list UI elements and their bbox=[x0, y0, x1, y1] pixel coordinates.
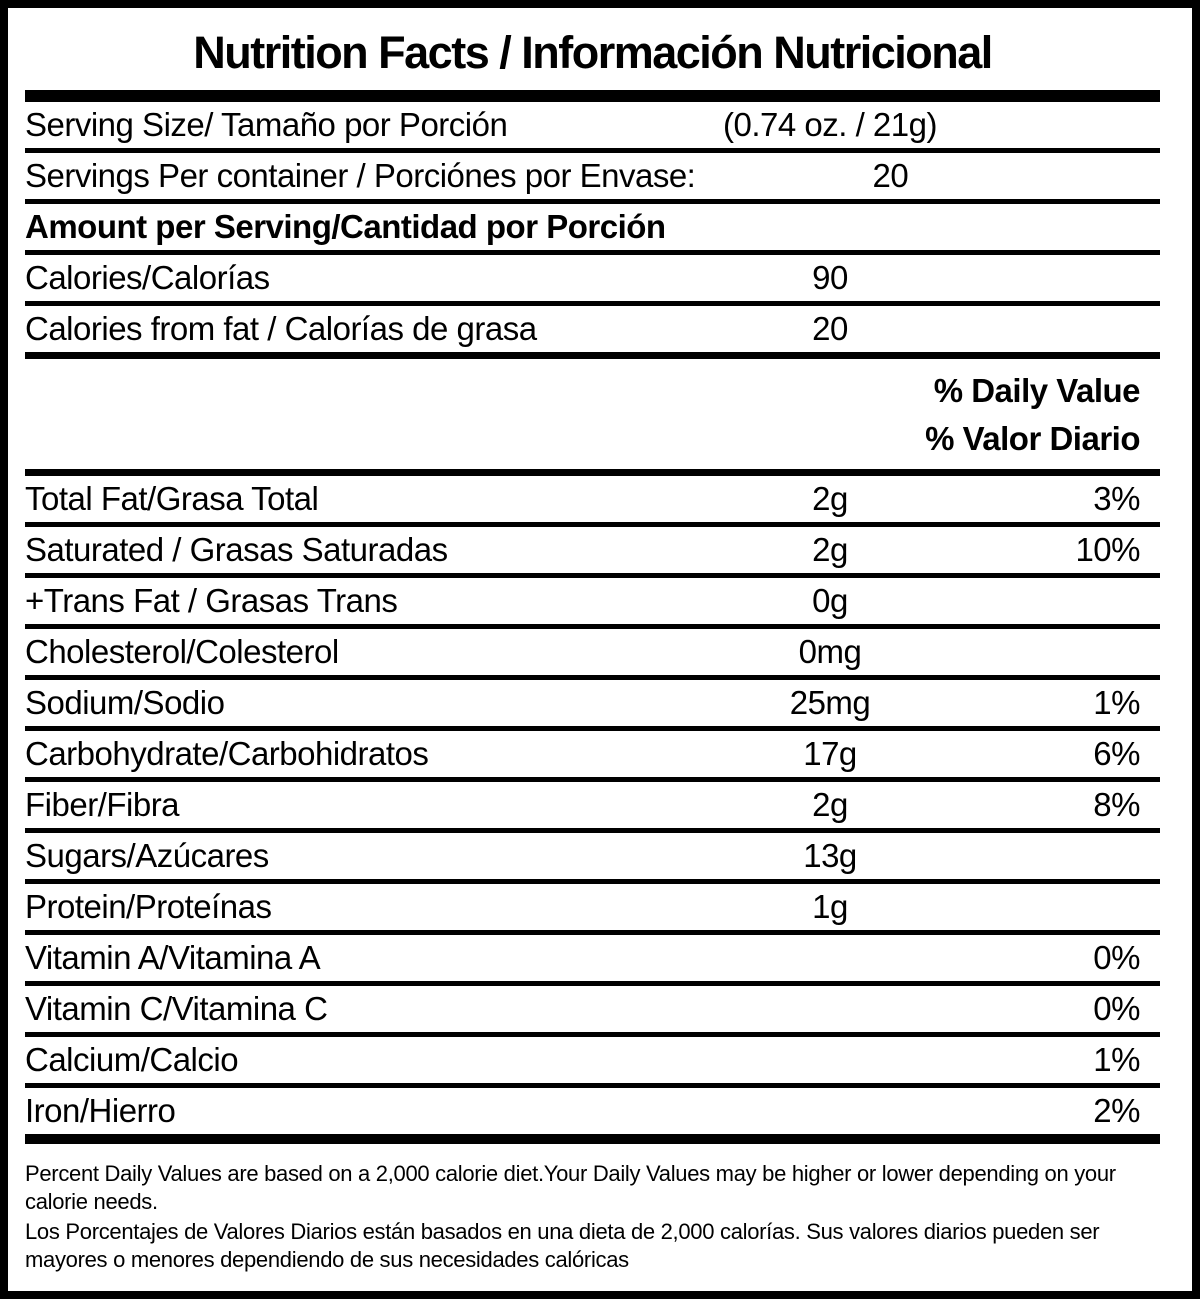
saturated-fat-label: Saturated / Grasas Saturadas bbox=[25, 531, 448, 568]
row-calcium bbox=[25, 1037, 1160, 1088]
daily-value-header-es: % Valor Diario bbox=[925, 420, 1140, 457]
row-carbohydrate bbox=[25, 731, 1160, 782]
daily-value-header-block bbox=[25, 359, 1160, 476]
fiber-label: Fiber/Fibra bbox=[25, 786, 180, 823]
trans-fat-label: +Trans Fat / Grasas Trans bbox=[25, 582, 398, 619]
calories-from-fat-value: 20 bbox=[812, 310, 848, 347]
footnote-spanish: Los Porcentajes de Valores Diarios están basados en una dieta de 2,000 calorías. Sus valores diarios pueden ser mayores o menores dependiendo de sus necesidades calóricas bbox=[25, 1219, 1100, 1272]
sugars-amount: 13g bbox=[803, 837, 857, 874]
cholesterol-label: Cholesterol/Colesterol bbox=[25, 633, 339, 670]
label-title: Nutrition Facts / Información Nutricional bbox=[193, 27, 992, 78]
calcium-label: Calcium/Calcio bbox=[25, 1041, 239, 1078]
footnote bbox=[25, 1144, 1160, 1274]
title-divider-bar bbox=[25, 90, 1160, 102]
row-serving-size bbox=[25, 102, 1160, 153]
protein-amount: 1g bbox=[812, 888, 848, 925]
cholesterol-amount: 0mg bbox=[798, 633, 862, 670]
servings-per-container-value: 20 bbox=[872, 157, 909, 194]
vitamin-c-label: Vitamin C/Vitamina C bbox=[25, 990, 328, 1027]
serving-size-label: Serving Size/ Tamaño por Porción bbox=[25, 106, 508, 143]
fiber-amount: 2g bbox=[812, 786, 848, 823]
calories-label: Calories/Calorías bbox=[25, 259, 270, 296]
sodium-amount: 25mg bbox=[789, 684, 871, 721]
sodium-label: Sodium/Sodio bbox=[25, 684, 225, 721]
daily-value-header-en: % Daily Value bbox=[933, 372, 1140, 409]
carbohydrate-percent: 6% bbox=[1093, 735, 1140, 772]
vitamin-c-percent: 0% bbox=[1093, 990, 1140, 1027]
row-amount-per-serving-header bbox=[25, 204, 1160, 255]
amount-per-serving-header: Amount per Serving/Cantidad por Porción bbox=[25, 208, 666, 245]
footnote-english: Percent Daily Values are based on a 2,000 calorie diet.Your Daily Values may be higher or lower depending on your calorie needs. bbox=[25, 1161, 1116, 1214]
row-calories-from-fat bbox=[25, 306, 1160, 359]
row-total-fat bbox=[25, 476, 1160, 527]
row-fiber bbox=[25, 782, 1160, 833]
row-saturated-fat bbox=[25, 527, 1160, 578]
iron-label: Iron/Hierro bbox=[25, 1092, 176, 1129]
vitamin-a-label: Vitamin A/Vitamina A bbox=[25, 939, 321, 976]
saturated-fat-percent: 10% bbox=[1075, 531, 1140, 568]
row-trans-fat bbox=[25, 578, 1160, 629]
total-fat-label: Total Fat/Grasa Total bbox=[25, 480, 319, 517]
row-iron bbox=[25, 1088, 1160, 1134]
calcium-percent: 1% bbox=[1093, 1041, 1140, 1078]
serving-size-value: (0.74 oz. / 21g) bbox=[723, 106, 937, 143]
row-vitamin-c bbox=[25, 986, 1160, 1037]
carbohydrate-amount: 17g bbox=[803, 735, 857, 772]
sodium-percent: 1% bbox=[1093, 684, 1140, 721]
row-calories bbox=[25, 255, 1160, 306]
row-cholesterol bbox=[25, 629, 1160, 680]
sugars-label: Sugars/Azúcares bbox=[25, 837, 269, 874]
trans-fat-amount: 0g bbox=[812, 582, 848, 619]
protein-label: Protein/Proteínas bbox=[25, 888, 272, 925]
iron-percent: 2% bbox=[1093, 1092, 1140, 1129]
row-vitamin-a bbox=[25, 935, 1160, 986]
total-fat-percent: 3% bbox=[1093, 480, 1140, 517]
carbohydrate-label: Carbohydrate/Carbohidratos bbox=[25, 735, 429, 772]
fiber-percent: 8% bbox=[1093, 786, 1140, 823]
row-sugars bbox=[25, 833, 1160, 884]
row-servings-per-container bbox=[25, 153, 1160, 204]
calories-value: 90 bbox=[812, 259, 848, 296]
total-fat-amount: 2g bbox=[812, 480, 848, 517]
servings-per-container-label: Servings Per container / Porciónes por Envase: bbox=[25, 157, 696, 194]
footnote-divider-bar bbox=[25, 1134, 1160, 1144]
calories-from-fat-label: Calories from fat / Calorías de grasa bbox=[25, 310, 537, 347]
vitamin-a-percent: 0% bbox=[1093, 939, 1140, 976]
row-protein bbox=[25, 884, 1160, 935]
row-sodium bbox=[25, 680, 1160, 731]
saturated-fat-amount: 2g bbox=[812, 531, 848, 568]
